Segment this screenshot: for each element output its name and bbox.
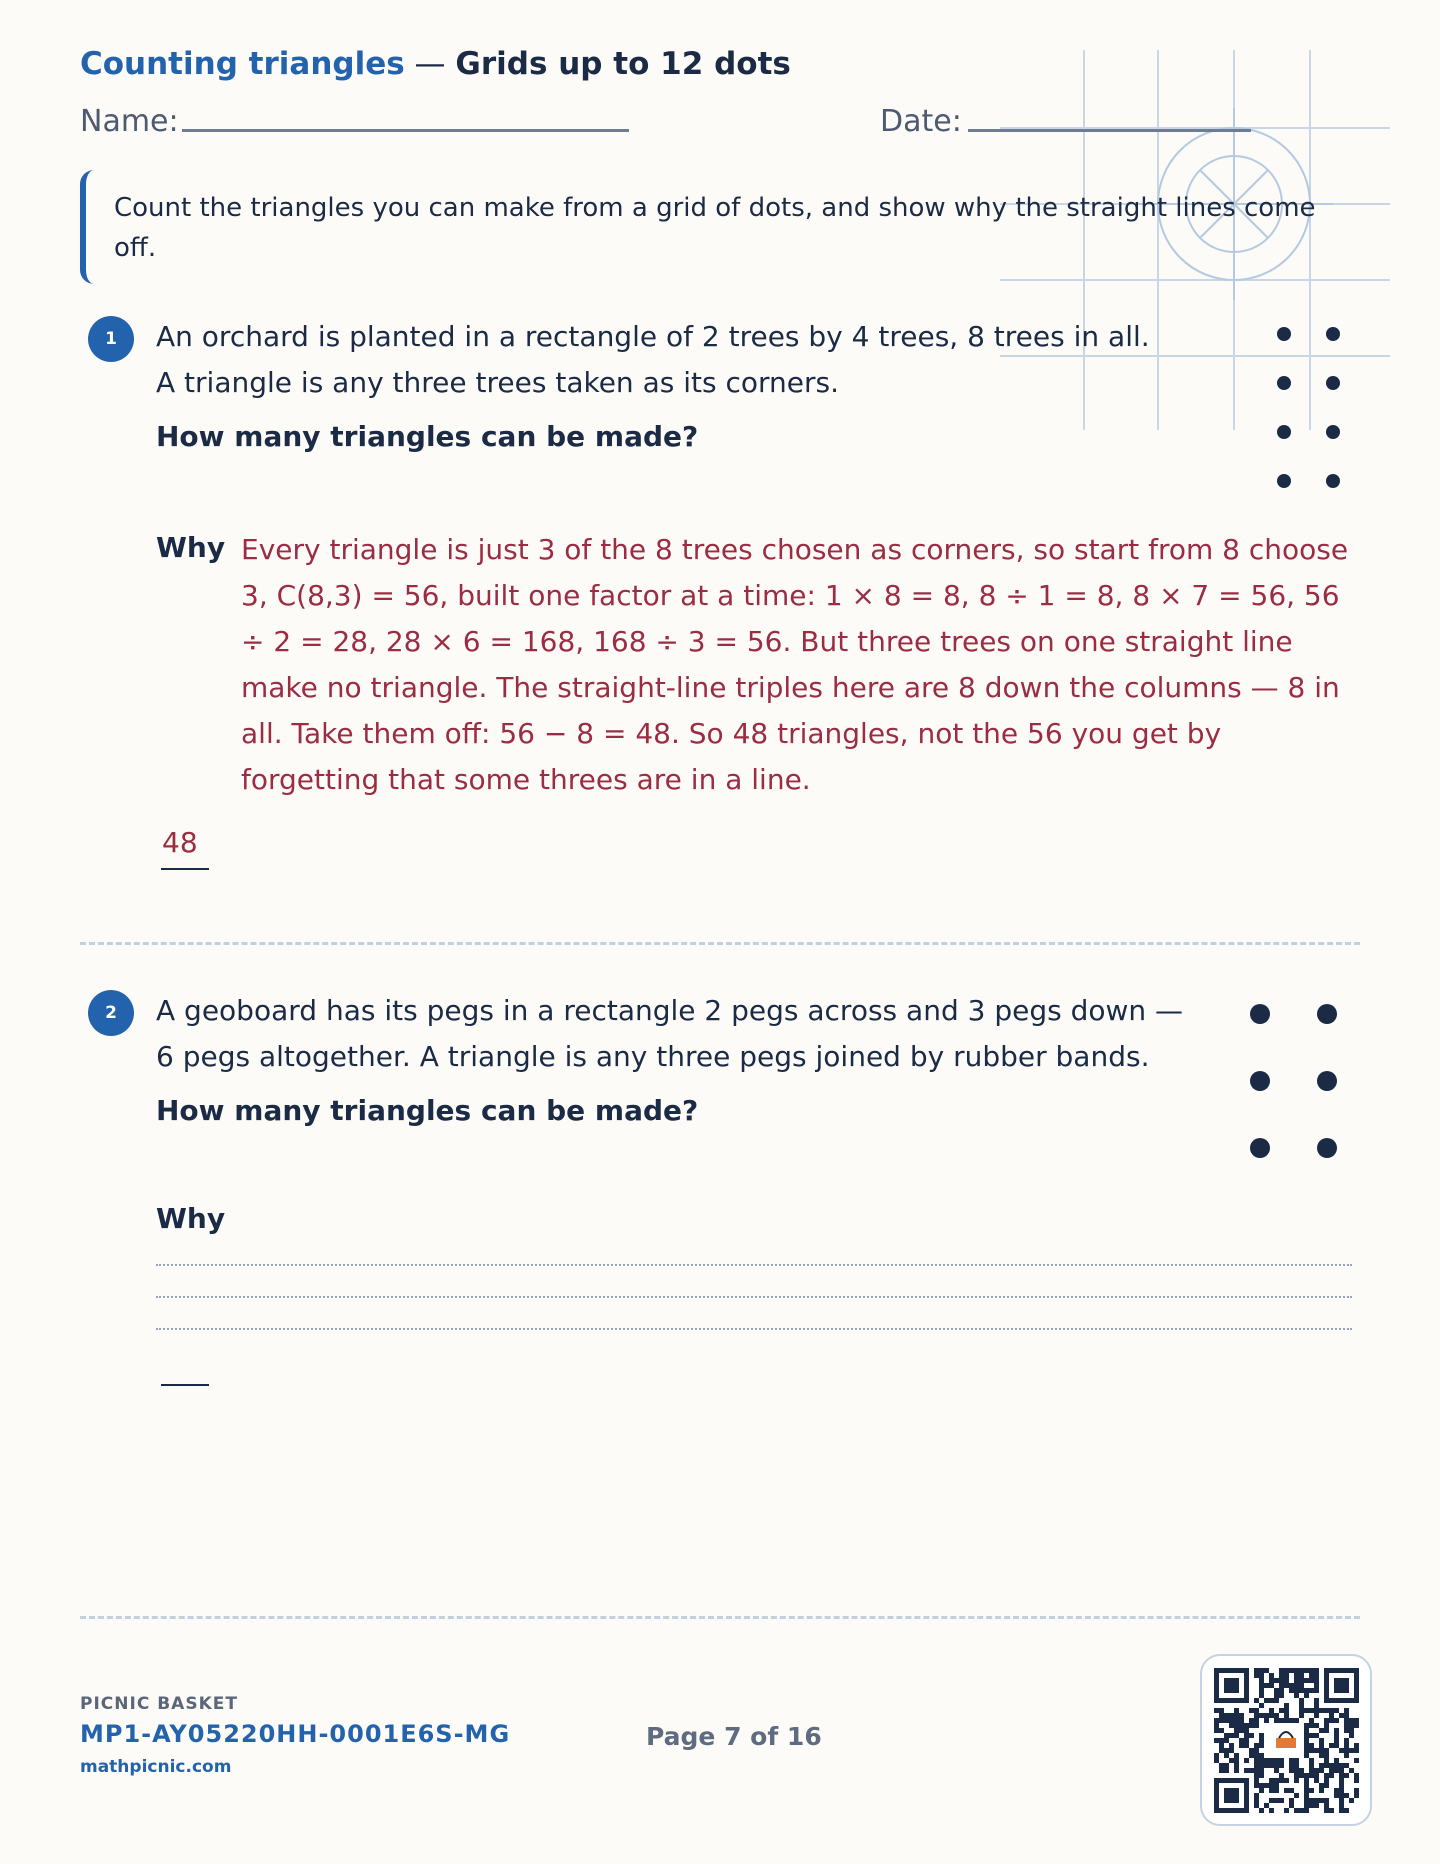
answer-value: 48 bbox=[162, 826, 198, 859]
question-text: An orchard is planted in a rectangle of 2 trees by 4 trees, 8 trees in all. A triangle is any three trees taken as its corners. bbox=[156, 320, 1150, 399]
page-number: Page 7 of 16 bbox=[646, 1722, 822, 1751]
question-prompt: How many triangles can be made? bbox=[156, 420, 699, 453]
date-label: Date: bbox=[880, 104, 962, 139]
section-divider bbox=[80, 942, 1360, 945]
question-prompt: How many triangles can be made? bbox=[156, 1094, 699, 1127]
brand-name: PICNIC BASKET bbox=[80, 1694, 238, 1714]
title-separator: — bbox=[404, 46, 456, 82]
date-write-line[interactable] bbox=[968, 129, 1251, 132]
worksheet-code: MP1-AY05220HH-0001E6S-MG bbox=[80, 1720, 511, 1748]
title-subtitle: Grids up to 12 dots bbox=[455, 46, 791, 82]
writing-line[interactable] bbox=[156, 1264, 1352, 1266]
page-title bbox=[80, 46, 791, 82]
writing-line[interactable] bbox=[156, 1296, 1352, 1298]
why-label: Why bbox=[156, 531, 226, 564]
answer-line[interactable] bbox=[161, 1384, 209, 1386]
answer-line[interactable] bbox=[161, 868, 209, 870]
footer-divider bbox=[80, 1616, 1360, 1619]
qr-code-pattern bbox=[1202, 1656, 1370, 1824]
tree-dot-grid bbox=[1260, 318, 1350, 504]
instructions-callout bbox=[80, 170, 1376, 284]
writing-line[interactable] bbox=[156, 1328, 1352, 1330]
peg-dot-grid bbox=[1240, 996, 1350, 1166]
why-explanation: Every triangle is just 3 of the 8 trees chosen as corners, so start from 8 choose 3, C(8,3) = 56, built one factor at a time: 1 × 8 = 8, 8 ÷ 1 = 8, 8 × 7 = 56, 56 ÷ 2 = 28, 28 × 6 = 168, 168 ÷ 3 = 56. But three trees on one straight line make no triangle. The straight-line triples here are 8 down the columns — 8 in all. Take them off: 56 − 8 = 48. So 48 triangles, not the 56 you get by forgetting that some threes are in a line. bbox=[241, 533, 1349, 796]
why-label: Why bbox=[156, 1202, 226, 1235]
name-write-line[interactable] bbox=[182, 129, 629, 132]
question-text: A geoboard has its pegs in a rectangle 2 pegs across and 3 pegs down — 6 pegs altogether. A triangle is any three pegs joined by rubber bands. bbox=[156, 994, 1184, 1073]
name-label: Name: bbox=[80, 104, 179, 139]
title-topic: Counting triangles bbox=[80, 46, 405, 82]
site-link[interactable]: mathpicnic.com bbox=[80, 1757, 232, 1777]
qr-code bbox=[1200, 1654, 1372, 1826]
question-number-badge: 2 bbox=[88, 990, 134, 1036]
question-number-badge: 1 bbox=[88, 316, 134, 362]
instructions-text: Count the triangles you can make from a grid of dots, and show why the straight lines come off. bbox=[114, 193, 1316, 263]
